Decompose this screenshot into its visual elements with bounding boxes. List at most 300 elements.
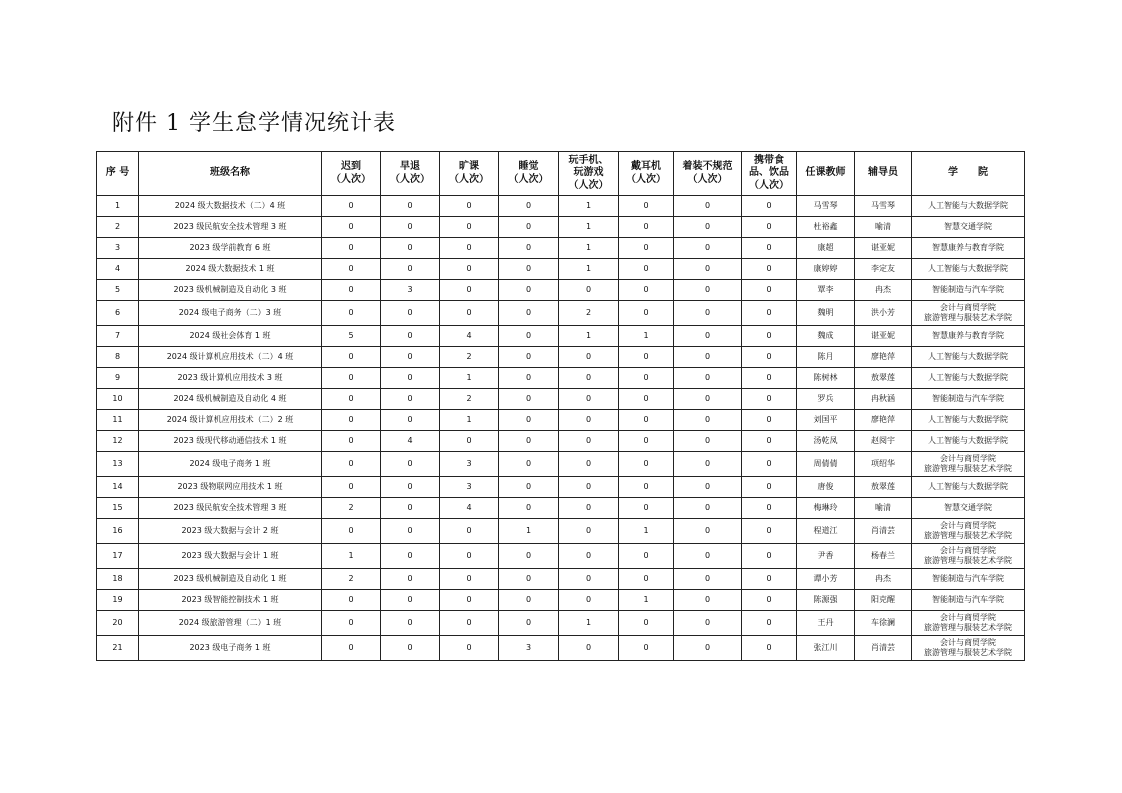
table-row (97, 611, 1025, 636)
header-line: （人次） (449, 173, 489, 185)
header-line: （人次） (390, 173, 430, 185)
cell-earphone: 0 (619, 611, 674, 636)
cell-late: 0 (322, 410, 381, 431)
header-line: 迟到 (341, 161, 361, 172)
header-no (97, 152, 139, 196)
cell-sleep: 0 (499, 280, 559, 301)
cell-teacher: 陈树林 (797, 368, 855, 389)
cell-college (912, 368, 1025, 389)
cell-teacher: 王丹 (797, 611, 855, 636)
table-row (97, 326, 1025, 347)
cell-late: 0 (322, 217, 381, 238)
cell-teacher: 周倩倩 (797, 452, 855, 477)
header-early-leave (381, 152, 440, 196)
college-name: 智慧交通学院 (944, 221, 992, 231)
header-line: （人次） (687, 173, 728, 185)
cell-early-leave: 0 (381, 519, 440, 544)
cell-late: 0 (322, 477, 381, 498)
cell-late: 0 (322, 301, 381, 326)
cell-phone-game: 1 (559, 259, 619, 280)
cell-no: 1 (97, 196, 139, 217)
cell-earphone: 0 (619, 410, 674, 431)
cell-late: 0 (322, 452, 381, 477)
college-name: 智慧康养与教育学院 (932, 330, 1004, 340)
cell-college (912, 410, 1025, 431)
cell-early-leave: 0 (381, 611, 440, 636)
cell-sleep: 0 (499, 431, 559, 452)
cell-absent: 0 (440, 196, 499, 217)
cell-no: 4 (97, 259, 139, 280)
cell-college (912, 259, 1025, 280)
cell-no: 21 (97, 636, 139, 661)
cell-sleep: 0 (499, 544, 559, 569)
cell-counselor: 冉杰 (855, 569, 912, 590)
cell-early-leave: 0 (381, 452, 440, 477)
header-line: 早退 (400, 161, 420, 172)
header-line: 睡觉 (518, 161, 539, 172)
header-absent (440, 152, 499, 196)
college-name: 旅游管理与服装艺术学院 (924, 556, 1012, 565)
cell-counselor: 杨春兰 (855, 544, 912, 569)
cell-no: 6 (97, 301, 139, 326)
cell-earphone: 1 (619, 326, 674, 347)
cell-no: 10 (97, 389, 139, 410)
cell-sleep: 0 (499, 389, 559, 410)
college-name: 人工智能与大数据学院 (928, 481, 1008, 491)
cell-phone-game: 0 (559, 590, 619, 611)
table-row (97, 217, 1025, 238)
cell-class-name: 2024 级社会体育 1 班 (139, 326, 322, 347)
header-line: 戴耳机 (631, 161, 661, 172)
cell-class-name: 2023 级大数据与会计 2 班 (139, 519, 322, 544)
cell-phone-game: 0 (559, 544, 619, 569)
table-header-row (97, 152, 1025, 196)
cell-dress-code: 0 (674, 196, 742, 217)
table-row (97, 498, 1025, 519)
cell-dress-code: 0 (674, 611, 742, 636)
cell-dress-code: 0 (674, 477, 742, 498)
table-row (97, 519, 1025, 544)
table-row (97, 410, 1025, 431)
cell-early-leave: 0 (381, 238, 440, 259)
header-class-name (139, 152, 322, 196)
cell-college (912, 326, 1025, 347)
header-earphone (619, 152, 674, 196)
cell-earphone: 0 (619, 280, 674, 301)
cell-phone-game: 0 (559, 498, 619, 519)
cell-earphone: 0 (619, 544, 674, 569)
header-line: 辅导员 (868, 167, 898, 179)
cell-dress-code: 0 (674, 347, 742, 368)
college-name: 旅游管理与服装艺术学院 (924, 313, 1012, 322)
cell-food-drink: 0 (742, 544, 797, 569)
cell-earphone: 1 (619, 519, 674, 544)
table-row (97, 347, 1025, 368)
cell-earphone: 1 (619, 590, 674, 611)
cell-college (912, 196, 1025, 217)
cell-early-leave: 0 (381, 544, 440, 569)
cell-college (912, 301, 1025, 326)
cell-no: 11 (97, 410, 139, 431)
header-line: 玩游戏 (573, 167, 604, 179)
college-name: 会计与商贸学院 (940, 520, 996, 530)
cell-college (912, 636, 1025, 661)
cell-phone-game: 0 (559, 347, 619, 368)
cell-phone-game: 1 (559, 217, 619, 238)
cell-early-leave: 0 (381, 569, 440, 590)
header-late (322, 152, 381, 196)
college-name: 智慧康养与教育学院 (932, 242, 1004, 252)
cell-food-drink: 0 (742, 410, 797, 431)
cell-phone-game: 0 (559, 569, 619, 590)
cell-earphone: 0 (619, 347, 674, 368)
cell-class-name: 2024 级计算机应用技术（二）2 班 (139, 410, 322, 431)
cell-absent: 2 (440, 347, 499, 368)
cell-college (912, 217, 1025, 238)
header-line: （人次） (749, 179, 789, 191)
cell-no: 18 (97, 569, 139, 590)
cell-teacher: 马雪琴 (797, 196, 855, 217)
cell-dress-code: 0 (674, 238, 742, 259)
cell-teacher: 陈月 (797, 347, 855, 368)
cell-counselor: 敖翠莲 (855, 477, 912, 498)
cell-phone-game: 1 (559, 611, 619, 636)
cell-counselor: 谌亚妮 (855, 238, 912, 259)
cell-late: 0 (322, 196, 381, 217)
header-line: （人次） (508, 173, 549, 185)
cell-class-name: 2024 级电子商务 1 班 (139, 452, 322, 477)
header-line: 序 号 (105, 167, 130, 179)
cell-sleep: 0 (499, 590, 559, 611)
cell-no: 15 (97, 498, 139, 519)
cell-absent: 0 (440, 519, 499, 544)
cell-sleep: 0 (499, 477, 559, 498)
cell-early-leave: 0 (381, 217, 440, 238)
cell-no: 16 (97, 519, 139, 544)
cell-counselor: 廖艳萍 (855, 347, 912, 368)
header-food-drink (742, 152, 797, 196)
cell-college (912, 431, 1025, 452)
cell-dress-code: 0 (674, 368, 742, 389)
cell-counselor: 冉杰 (855, 280, 912, 301)
header-line: 旷课 (459, 161, 479, 172)
cell-late: 0 (322, 636, 381, 661)
table-row (97, 280, 1025, 301)
cell-phone-game: 0 (559, 477, 619, 498)
cell-late: 0 (322, 431, 381, 452)
cell-class-name: 2023 级智能控制技术 1 班 (139, 590, 322, 611)
cell-food-drink: 0 (742, 259, 797, 280)
college-name: 人工智能与大数据学院 (928, 263, 1008, 273)
cell-class-name: 2024 级大数据技术 1 班 (139, 259, 322, 280)
cell-phone-game: 0 (559, 389, 619, 410)
cell-food-drink: 0 (742, 431, 797, 452)
college-name: 人工智能与大数据学院 (928, 435, 1008, 445)
cell-class-name: 2023 级电子商务 1 班 (139, 636, 322, 661)
cell-class-name: 2024 级电子商务（二）3 班 (139, 301, 322, 326)
cell-early-leave: 0 (381, 498, 440, 519)
cell-teacher: 程道江 (797, 519, 855, 544)
cell-teacher: 张江川 (797, 636, 855, 661)
cell-no: 8 (97, 347, 139, 368)
cell-counselor: 廖艳萍 (855, 410, 912, 431)
cell-sleep: 0 (499, 368, 559, 389)
table-row (97, 368, 1025, 389)
college-name: 会计与商贸学院 (940, 612, 996, 622)
cell-late: 2 (322, 569, 381, 590)
cell-late: 5 (322, 326, 381, 347)
cell-class-name: 2023 级学前教育 6 班 (139, 238, 322, 259)
cell-teacher: 梅琳玲 (797, 498, 855, 519)
cell-early-leave: 0 (381, 636, 440, 661)
cell-late: 0 (322, 238, 381, 259)
cell-earphone: 0 (619, 389, 674, 410)
cell-no: 17 (97, 544, 139, 569)
cell-dress-code: 0 (674, 519, 742, 544)
cell-sleep: 1 (499, 519, 559, 544)
cell-food-drink: 0 (742, 389, 797, 410)
cell-sleep: 0 (499, 347, 559, 368)
header-sleep (499, 152, 559, 196)
cell-absent: 1 (440, 368, 499, 389)
cell-sleep: 0 (499, 301, 559, 326)
cell-dress-code: 0 (674, 410, 742, 431)
cell-counselor: 喻清 (855, 217, 912, 238)
cell-food-drink: 0 (742, 498, 797, 519)
cell-absent: 0 (440, 217, 499, 238)
cell-phone-game: 1 (559, 196, 619, 217)
cell-food-drink: 0 (742, 452, 797, 477)
cell-dress-code: 0 (674, 431, 742, 452)
cell-counselor: 谌亚妮 (855, 326, 912, 347)
header-line: （人次） (568, 179, 609, 191)
cell-class-name: 2024 级大数据技术（二）4 班 (139, 196, 322, 217)
cell-earphone: 0 (619, 452, 674, 477)
cell-phone-game: 1 (559, 326, 619, 347)
table-row (97, 477, 1025, 498)
cell-absent: 0 (440, 301, 499, 326)
cell-late: 0 (322, 368, 381, 389)
cell-absent: 0 (440, 590, 499, 611)
cell-absent: 0 (440, 611, 499, 636)
cell-dress-code: 0 (674, 498, 742, 519)
cell-food-drink: 0 (742, 636, 797, 661)
cell-earphone: 0 (619, 196, 674, 217)
cell-absent: 0 (440, 569, 499, 590)
cell-dress-code: 0 (674, 259, 742, 280)
cell-counselor: 李定友 (855, 259, 912, 280)
cell-absent: 4 (440, 326, 499, 347)
cell-phone-game: 0 (559, 368, 619, 389)
cell-phone-game: 0 (559, 280, 619, 301)
cell-food-drink: 0 (742, 611, 797, 636)
cell-phone-game: 0 (559, 431, 619, 452)
cell-class-name: 2024 级机械制造及自动化 4 班 (139, 389, 322, 410)
cell-early-leave: 0 (381, 477, 440, 498)
cell-late: 0 (322, 590, 381, 611)
cell-earphone: 0 (619, 636, 674, 661)
cell-teacher: 魏成 (797, 326, 855, 347)
header-line: 学 院 (948, 167, 988, 179)
cell-counselor: 冉秋涵 (855, 389, 912, 410)
header-line: 品、饮品 (749, 167, 789, 179)
cell-class-name: 2023 级民航安全技术管理 3 班 (139, 498, 322, 519)
cell-teacher: 谭小芳 (797, 569, 855, 590)
cell-class-name: 2023 级计算机应用技术 3 班 (139, 368, 322, 389)
cell-no: 7 (97, 326, 139, 347)
cell-dress-code: 0 (674, 280, 742, 301)
table-row (97, 569, 1025, 590)
college-name: 旅游管理与服装艺术学院 (924, 531, 1012, 540)
cell-absent: 2 (440, 389, 499, 410)
cell-absent: 0 (440, 636, 499, 661)
college-name: 会计与商贸学院 (940, 453, 996, 463)
cell-earphone: 0 (619, 259, 674, 280)
college-name: 旅游管理与服装艺术学院 (924, 648, 1012, 657)
cell-counselor: 马雪琴 (855, 196, 912, 217)
cell-class-name: 2023 级大数据与会计 1 班 (139, 544, 322, 569)
cell-teacher: 魏明 (797, 301, 855, 326)
cell-teacher: 康超 (797, 238, 855, 259)
header-line: （人次） (626, 173, 666, 185)
cell-absent: 0 (440, 280, 499, 301)
cell-counselor: 洪小芳 (855, 301, 912, 326)
cell-no: 20 (97, 611, 139, 636)
cell-phone-game: 0 (559, 410, 619, 431)
cell-absent: 3 (440, 452, 499, 477)
table-row (97, 590, 1025, 611)
cell-phone-game: 0 (559, 519, 619, 544)
cell-no: 19 (97, 590, 139, 611)
cell-no: 12 (97, 431, 139, 452)
cell-college (912, 280, 1025, 301)
cell-early-leave: 0 (381, 301, 440, 326)
cell-late: 0 (322, 259, 381, 280)
cell-sleep: 0 (499, 452, 559, 477)
table-row (97, 452, 1025, 477)
cell-counselor: 肖清芸 (855, 519, 912, 544)
cell-early-leave: 4 (381, 431, 440, 452)
cell-dress-code: 0 (674, 217, 742, 238)
college-name: 智能制造与汽车学院 (932, 284, 1004, 294)
cell-sleep: 3 (499, 636, 559, 661)
cell-earphone: 0 (619, 217, 674, 238)
cell-food-drink: 0 (742, 519, 797, 544)
cell-no: 5 (97, 280, 139, 301)
college-name: 旅游管理与服装艺术学院 (924, 464, 1012, 473)
cell-sleep: 0 (499, 410, 559, 431)
cell-counselor: 车徐澜 (855, 611, 912, 636)
cell-college (912, 590, 1025, 611)
cell-early-leave: 0 (381, 259, 440, 280)
cell-food-drink: 0 (742, 301, 797, 326)
cell-phone-game: 1 (559, 238, 619, 259)
cell-food-drink: 0 (742, 326, 797, 347)
cell-class-name: 2023 级机械制造及自动化 1 班 (139, 569, 322, 590)
cell-food-drink: 0 (742, 368, 797, 389)
table-row (97, 238, 1025, 259)
cell-absent: 3 (440, 477, 499, 498)
cell-dress-code: 0 (674, 544, 742, 569)
cell-early-leave: 0 (381, 590, 440, 611)
table-row (97, 389, 1025, 410)
college-name: 人工智能与大数据学院 (928, 200, 1008, 210)
cell-teacher: 康婷婷 (797, 259, 855, 280)
cell-sleep: 0 (499, 611, 559, 636)
cell-class-name: 2023 级机械制造及自动化 3 班 (139, 280, 322, 301)
cell-early-leave: 0 (381, 347, 440, 368)
cell-sleep: 0 (499, 498, 559, 519)
cell-teacher: 尹香 (797, 544, 855, 569)
cell-late: 1 (322, 544, 381, 569)
header-line: 任课教师 (805, 167, 846, 179)
header-dress-code (674, 152, 742, 196)
cell-early-leave: 3 (381, 280, 440, 301)
cell-teacher: 汤乾凤 (797, 431, 855, 452)
cell-counselor: 赵阅宇 (855, 431, 912, 452)
cell-dress-code: 0 (674, 301, 742, 326)
cell-absent: 0 (440, 544, 499, 569)
table-row (97, 544, 1025, 569)
cell-college (912, 452, 1025, 477)
cell-teacher: 唐俊 (797, 477, 855, 498)
cell-college (912, 389, 1025, 410)
cell-food-drink: 0 (742, 196, 797, 217)
cell-class-name: 2023 级现代移动通信技术 1 班 (139, 431, 322, 452)
cell-early-leave: 0 (381, 389, 440, 410)
truancy-statistics-table (96, 151, 1025, 661)
college-name: 会计与商贸学院 (940, 302, 996, 312)
college-name: 会计与商贸学院 (940, 637, 996, 647)
cell-absent: 4 (440, 498, 499, 519)
cell-food-drink: 0 (742, 238, 797, 259)
cell-earphone: 0 (619, 477, 674, 498)
cell-food-drink: 0 (742, 280, 797, 301)
college-name: 智慧交通学院 (944, 502, 992, 512)
cell-earphone: 0 (619, 238, 674, 259)
cell-phone-game: 0 (559, 636, 619, 661)
cell-dress-code: 0 (674, 569, 742, 590)
table-row (97, 636, 1025, 661)
cell-dress-code: 0 (674, 636, 742, 661)
page-title: 附件 1 学生怠学情况统计表 (112, 111, 396, 136)
cell-no: 13 (97, 452, 139, 477)
college-name: 智能制造与汽车学院 (932, 594, 1004, 604)
cell-dress-code: 0 (674, 590, 742, 611)
cell-college (912, 611, 1025, 636)
cell-food-drink: 0 (742, 217, 797, 238)
college-name: 智能制造与汽车学院 (932, 573, 1004, 583)
cell-early-leave: 0 (381, 326, 440, 347)
cell-teacher: 杜裕鑫 (797, 217, 855, 238)
cell-late: 2 (322, 498, 381, 519)
cell-dress-code: 0 (674, 389, 742, 410)
cell-counselor: 阳克醒 (855, 590, 912, 611)
cell-food-drink: 0 (742, 569, 797, 590)
cell-dress-code: 0 (674, 326, 742, 347)
header-counselor (855, 152, 912, 196)
cell-college (912, 498, 1025, 519)
cell-earphone: 0 (619, 301, 674, 326)
cell-teacher: 刘国平 (797, 410, 855, 431)
cell-late: 0 (322, 280, 381, 301)
cell-no: 2 (97, 217, 139, 238)
cell-college (912, 569, 1025, 590)
cell-college (912, 544, 1025, 569)
cell-absent: 1 (440, 410, 499, 431)
cell-counselor: 项绍华 (855, 452, 912, 477)
cell-early-leave: 0 (381, 368, 440, 389)
